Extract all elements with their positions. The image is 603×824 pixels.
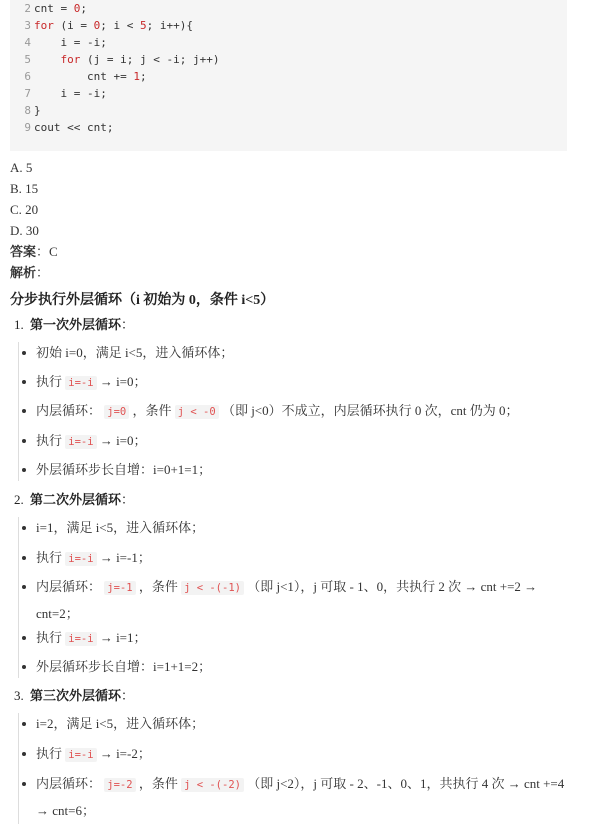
line-number: 2 <box>24 2 31 15</box>
list-item-text: 执行 <box>36 630 66 645</box>
analysis-label: 解析 <box>10 265 37 280</box>
code-token: 0 <box>73 2 81 15</box>
code-token: cout << cnt; <box>34 121 114 134</box>
list-item <box>36 515 204 541</box>
inline-code: j < -(-1) <box>181 581 244 595</box>
code-token: cnt = <box>34 2 74 15</box>
code-token: for <box>34 19 54 32</box>
step-title-text: 第一次外层循环 <box>30 317 122 332</box>
inline-code: i=-i <box>65 435 96 449</box>
code-line <box>10 51 219 68</box>
bullet-icon <box>22 782 26 786</box>
line-number: 3 <box>24 19 31 32</box>
step-title <box>14 685 134 704</box>
section-heading: 分步执行外层循环（i 初始为 0，条件 i<5） <box>10 293 275 308</box>
option-b[interactable]: B. 15 <box>10 181 39 196</box>
list-item-text: → i=0； <box>96 374 147 389</box>
option-c[interactable]: C. 20 <box>10 202 39 217</box>
line-number: 5 <box>24 53 31 66</box>
code-token: (i = <box>53 19 94 32</box>
list-item <box>36 369 147 396</box>
answer-sep: ： <box>36 244 50 259</box>
code-token: 5 <box>140 19 147 32</box>
code-token: ; <box>139 70 147 83</box>
list-item-text: → i=-2； <box>96 746 151 761</box>
list-item-text: 执行 <box>36 433 66 448</box>
list-item <box>36 340 233 366</box>
list-item <box>36 711 204 737</box>
inline-code: i=-i <box>65 748 96 762</box>
bullet-icon <box>22 636 26 640</box>
inline-code: i=-i <box>65 632 96 646</box>
code-token: ; i++){ <box>146 19 193 32</box>
step-title-colon: ： <box>121 492 135 507</box>
line-number: 9 <box>24 121 31 134</box>
bullet-icon <box>22 409 26 413</box>
analysis-line <box>10 263 49 283</box>
code-line <box>10 17 193 34</box>
code-block <box>10 0 567 151</box>
code-token: 1 <box>133 70 140 83</box>
list-indent-line <box>18 342 19 481</box>
bullet-icon <box>22 468 26 472</box>
list-item-text: （即 j<2），j 可取 - 2、-1、0、1，共执行 4 次 → cnt +=4 → cnt=6； <box>36 776 565 818</box>
code-line <box>10 85 107 102</box>
list-item-text: 初始 i=0，满足 i<5，进入循环体； <box>36 345 234 360</box>
code-token: ; i < <box>100 19 140 32</box>
code-line <box>10 119 113 136</box>
list-item <box>36 625 147 652</box>
list-item <box>36 654 211 680</box>
line-number: 4 <box>24 36 31 49</box>
bullet-icon <box>22 722 26 726</box>
inline-code: j=-2 <box>104 778 135 792</box>
code-line <box>10 34 107 51</box>
list-item-text: 内层循环： <box>36 403 105 418</box>
bullet-icon <box>22 585 26 589</box>
list-item-text: 内层循环： <box>36 776 105 791</box>
code-token: (j = i; j < -i; j++) <box>80 53 220 66</box>
list-item-text: 执行 <box>36 550 66 565</box>
list-item-text: （即 j<1），j 可取 - 1、0，共执行 2 次 → cnt +=2 → cnt=2； <box>36 579 538 621</box>
option-d[interactable]: D. 30 <box>10 223 39 238</box>
inline-code: j < -0 <box>175 405 219 419</box>
code-token <box>34 53 61 66</box>
bullet-icon <box>22 752 26 756</box>
list-item <box>36 545 151 572</box>
answer-value: C <box>49 244 58 259</box>
code-token: i = -i; <box>34 87 107 100</box>
list-item-text: ，条件 <box>129 403 175 418</box>
line-number: 7 <box>24 87 31 100</box>
list-item <box>36 428 147 455</box>
analysis-sep: ： <box>36 265 50 280</box>
bullet-icon <box>22 526 26 530</box>
step-title-text: 第三次外层循环 <box>30 688 122 703</box>
inline-code: j=0 <box>104 405 129 419</box>
code-line <box>10 102 41 119</box>
bullet-icon <box>22 439 26 443</box>
line-number: 8 <box>24 104 31 117</box>
list-item-text: 执行 <box>36 374 66 389</box>
code-token: for <box>60 53 81 66</box>
list-item <box>36 457 211 483</box>
code-token: } <box>34 104 41 117</box>
step-title-colon: ： <box>121 317 135 332</box>
bullet-icon <box>22 380 26 384</box>
inline-code: i=-i <box>65 552 96 566</box>
list-item-text: → i=-1； <box>96 550 151 565</box>
list-item <box>36 741 151 768</box>
list-item <box>36 771 566 824</box>
step-title <box>14 489 134 508</box>
code-line <box>10 0 87 17</box>
list-item-text: i=1，满足 i<5，进入循环体； <box>36 520 205 535</box>
list-item-text: ，条件 <box>135 579 182 594</box>
code-token: ; <box>80 2 87 15</box>
list-item <box>36 574 566 627</box>
list-item-text: → i=1； <box>96 630 147 645</box>
code-token: cnt += <box>34 70 134 83</box>
bullet-icon <box>22 665 26 669</box>
step-number: 1. <box>14 317 24 332</box>
list-item-text: 外层循环步长自增：i=1+1=2； <box>36 659 212 674</box>
list-item-text: i=2，满足 i<5，进入循环体； <box>36 716 205 731</box>
inline-code: j < -(-2) <box>181 778 244 792</box>
step-title <box>14 314 134 333</box>
list-indent-line <box>18 713 19 824</box>
code-token: 0 <box>93 19 101 32</box>
list-item-text: → i=0； <box>96 433 147 448</box>
list-item <box>36 398 519 425</box>
step-title-colon: ： <box>121 688 135 703</box>
list-item-text: ，条件 <box>135 776 182 791</box>
answer-line <box>10 242 58 262</box>
bullet-icon <box>22 556 26 560</box>
inline-code: i=-i <box>65 376 96 390</box>
step-number: 3. <box>14 688 24 703</box>
code-line <box>10 68 147 85</box>
list-item-text: 内层循环： <box>36 579 105 594</box>
list-item-text: 执行 <box>36 746 66 761</box>
bullet-icon <box>22 351 26 355</box>
option-a[interactable]: A. 5 <box>10 160 33 175</box>
code-token: i = -i; <box>34 36 107 49</box>
list-indent-line <box>18 517 19 678</box>
list-item-text: （即 j<0）不成立，内层循环执行 0 次，cnt 仍为 0； <box>218 403 519 418</box>
list-item-text: 外层循环步长自增：i=0+1=1； <box>36 462 212 477</box>
step-title-text: 第二次外层循环 <box>30 492 122 507</box>
line-number: 6 <box>24 70 31 83</box>
inline-code: j=-1 <box>104 581 135 595</box>
answer-label: 答案 <box>10 244 37 259</box>
step-number: 2. <box>14 492 24 507</box>
